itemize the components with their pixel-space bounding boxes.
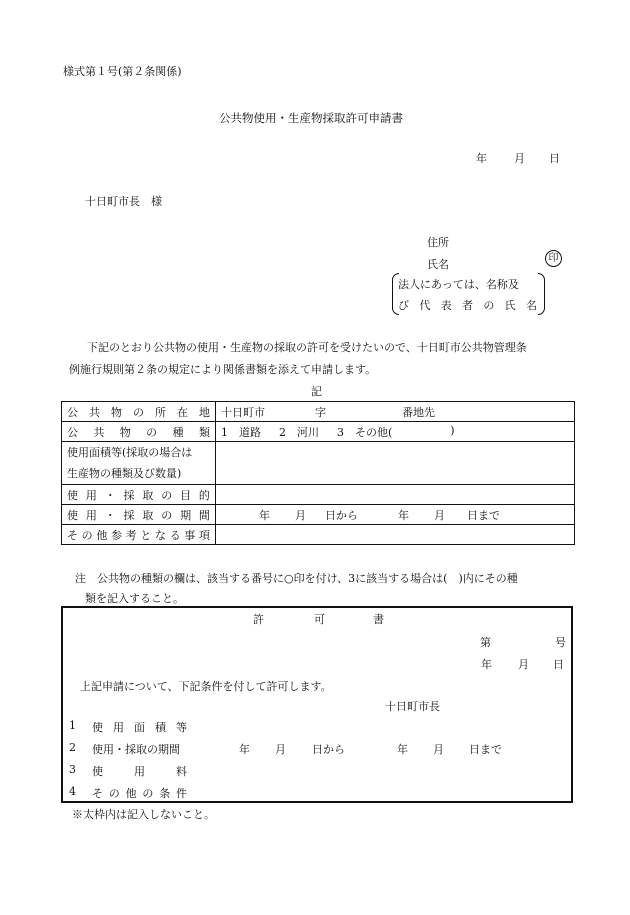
note-line-1: 注 公共物の種類の欄は、該当する番号に○印を付け、3に該当する場合は( )内にその種 xyxy=(75,572,518,585)
period-from-year: 年 xyxy=(259,508,270,522)
permit-date-year: 年 xyxy=(481,658,492,671)
note-char: 者 xyxy=(461,299,473,312)
permit-issuer: 十日町市長 xyxy=(385,700,440,713)
label-char: 条 xyxy=(159,787,171,800)
label-char: 積 xyxy=(155,721,166,734)
label-char: 取 xyxy=(142,508,154,522)
date-year: 年 xyxy=(476,152,487,165)
label-other xyxy=(67,527,210,543)
table-row xyxy=(62,505,575,525)
label-char: 用 xyxy=(113,721,124,734)
label-char: そ xyxy=(92,787,103,800)
label-char: 所 xyxy=(155,405,166,419)
item-period-from-year: 年 xyxy=(239,743,250,756)
label-char: 等 xyxy=(176,721,187,734)
purpose-value[interactable] xyxy=(216,485,575,505)
option-river[interactable]: 2 河川 xyxy=(279,425,319,439)
other-value[interactable] xyxy=(216,525,575,545)
page-title: 公共物使用・生産物採取許可申請書 xyxy=(219,111,403,125)
label-char: ・ xyxy=(104,488,116,502)
table-row xyxy=(62,442,575,485)
corporate-note-line1: 法人にあっては、名称及 xyxy=(398,278,519,291)
item-fee-label xyxy=(92,763,187,779)
label-char: 用 xyxy=(134,765,145,778)
label-char: 使 xyxy=(67,508,78,522)
period-to-month: 月 xyxy=(434,508,445,522)
permit-date-day: 日 xyxy=(553,658,564,671)
aza-text: 字 xyxy=(315,405,326,419)
label-char: と xyxy=(140,528,152,542)
label-char: そ xyxy=(67,528,78,542)
item-period-to-year: 年 xyxy=(397,743,408,756)
note-char: 氏 xyxy=(504,299,516,312)
permit-title-2: 可 xyxy=(314,613,325,626)
label-char: の xyxy=(142,787,154,800)
label-char: 間 xyxy=(198,508,210,522)
label-char: 目 xyxy=(180,488,192,502)
label-char: ・ xyxy=(104,508,116,522)
label-location xyxy=(67,404,210,420)
table-row xyxy=(62,485,575,505)
option-other-close: ) xyxy=(450,423,455,437)
item-period-label: 使用・採取の期間 xyxy=(92,743,180,756)
label-char: 地 xyxy=(199,405,210,419)
item-no: 3 xyxy=(69,763,76,776)
label-char: 採 xyxy=(123,508,135,522)
address-label: 住所 xyxy=(427,236,449,249)
label-period xyxy=(67,507,210,523)
label-char: 面 xyxy=(134,721,145,734)
label-char: の xyxy=(146,425,158,439)
option-other[interactable]: 3 その他( xyxy=(337,425,393,439)
note-char: 代 xyxy=(419,299,431,312)
period-to-year: 年 xyxy=(398,508,409,522)
label-char: 類 xyxy=(198,425,210,439)
item-area-label xyxy=(92,719,187,735)
label-char: 用 xyxy=(85,488,97,502)
label-char: 他 xyxy=(125,787,137,800)
permit-title-1: 許 xyxy=(253,613,264,626)
city-text: 十日町市 xyxy=(221,405,265,419)
label-char: 在 xyxy=(177,405,188,419)
permit-box xyxy=(61,606,573,803)
note-char: 表 xyxy=(440,299,452,312)
ki-heading: 記 xyxy=(311,385,322,398)
item-no: 2 xyxy=(69,741,76,754)
note-char: 名 xyxy=(525,299,537,312)
label-area-line2: 生産物の種類及び数量) xyxy=(67,467,182,480)
table-row xyxy=(62,422,575,442)
label-char: 物 xyxy=(119,425,131,439)
permit-date-month: 月 xyxy=(518,658,529,671)
label-area-line1: 使用面積等(採取の場合は xyxy=(67,446,193,459)
label-char: 使 xyxy=(67,488,78,502)
permit-number-prefix: 第 xyxy=(480,636,491,649)
note-line-2: 類を記入すること。 xyxy=(85,592,184,605)
date-month: 月 xyxy=(514,152,525,165)
permit-number-suffix: 号 xyxy=(555,636,566,649)
period-from-day: 日から xyxy=(325,508,358,522)
note-char: の xyxy=(483,299,495,312)
table-row xyxy=(62,525,575,545)
label-char: の xyxy=(161,508,173,522)
label-char: 物 xyxy=(111,405,122,419)
right-bracket xyxy=(538,273,545,315)
label-char: 件 xyxy=(175,787,187,800)
permit-statement: 上記申請について、下記条件を付して許可します。 xyxy=(80,680,332,693)
seal-mark: 印 xyxy=(545,250,562,267)
footer-note: ※太枠内は記入しないこと。 xyxy=(72,808,215,821)
label-char: の xyxy=(161,488,173,502)
label-char: な xyxy=(154,528,166,542)
date-day: 日 xyxy=(549,152,560,165)
label-char: 種 xyxy=(172,425,184,439)
permit-title-3: 書 xyxy=(373,613,384,626)
label-char: の xyxy=(133,405,144,419)
label-purpose xyxy=(67,487,210,503)
option-road[interactable]: 1 道路 xyxy=(221,425,261,439)
label-char: 参 xyxy=(110,528,122,542)
corporate-note-line2 xyxy=(398,297,537,313)
label-char: る xyxy=(169,528,181,542)
item-no: 1 xyxy=(69,719,76,732)
label-char: 事 xyxy=(184,528,196,542)
body-line-1: 下記のとおり公共物の使用・生産物の採取の許可を受けたいので、十日町市公共物管理条 xyxy=(87,341,527,354)
table-row xyxy=(62,402,575,422)
label-char: 取 xyxy=(142,488,154,502)
item-period-to-month: 月 xyxy=(433,743,444,756)
label-char: 採 xyxy=(123,488,135,502)
label-char: 期 xyxy=(180,508,192,522)
label-char: 使 xyxy=(92,721,103,734)
form-number: 様式第１号(第２条関係) xyxy=(63,65,182,78)
period-to-day: 日まで xyxy=(467,508,500,522)
item-period-from-day: 日から xyxy=(312,743,345,756)
item-period-from-month: 月 xyxy=(275,743,286,756)
label-char: 的 xyxy=(198,488,210,502)
label-char: の xyxy=(81,528,93,542)
item-no: 4 xyxy=(69,785,76,798)
label-char: 用 xyxy=(85,508,97,522)
name-label: 氏名 xyxy=(427,258,449,271)
label-char: 考 xyxy=(125,528,137,542)
label-char: 公 xyxy=(67,405,78,419)
label-type xyxy=(67,424,210,440)
addressee: 十日町市長 様 xyxy=(85,195,162,208)
request-table xyxy=(61,401,575,545)
item-conditions-label xyxy=(92,785,187,801)
type-value[interactable] xyxy=(216,422,575,442)
location-value[interactable] xyxy=(216,402,575,422)
period-value[interactable] xyxy=(216,505,575,525)
label-char: 使 xyxy=(92,765,103,778)
area-value[interactable] xyxy=(216,442,575,485)
note-char: び xyxy=(398,299,409,312)
label-char: 項 xyxy=(198,528,210,542)
body-line-2: 例施行規則第２条の規定により関係書類を添えて申請します。 xyxy=(69,363,377,376)
period-from-month: 月 xyxy=(295,508,306,522)
label-char: 共 xyxy=(93,425,105,439)
item-period-to-day: 日まで xyxy=(469,743,502,756)
label-char: 他 xyxy=(96,528,108,542)
label-char: の xyxy=(108,787,120,800)
label-char: 料 xyxy=(176,765,187,778)
banchi-text: 番地先 xyxy=(402,405,435,419)
label-char: 公 xyxy=(67,425,78,439)
label-char: 共 xyxy=(89,405,100,419)
